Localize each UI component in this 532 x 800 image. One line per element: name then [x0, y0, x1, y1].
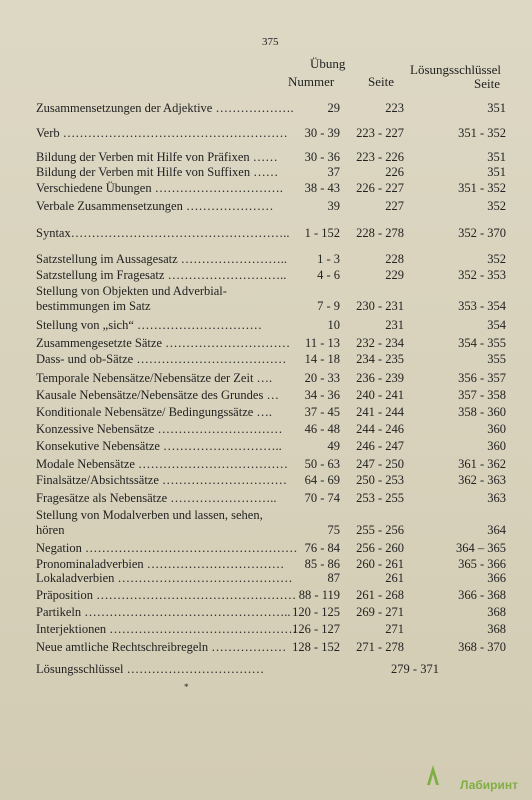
toc-seite: 271 - 278	[356, 640, 404, 654]
toc-loesung: 352	[487, 252, 506, 266]
toc-row	[0, 268, 532, 283]
toc-seite: 241 - 244	[356, 405, 404, 419]
toc-nummer: 4 - 6	[317, 268, 340, 282]
toc-nummer: 49	[327, 439, 340, 453]
header-nummer: Nummer	[288, 74, 335, 89]
toc-nummer: 87	[327, 571, 340, 585]
toc-loesung: 362 - 363	[458, 473, 506, 487]
toc-seite: 227	[385, 199, 404, 213]
toc-final-title: Lösungsschlüssel ……………………………	[36, 662, 265, 676]
toc-row	[0, 508, 532, 538]
toc-row	[0, 405, 532, 420]
toc-seite: 231	[385, 318, 404, 332]
toc-title: Negation ……………………………………………	[36, 541, 298, 555]
toc-seite: 256 - 260	[356, 541, 404, 555]
toc-seite: 255 - 256	[356, 523, 404, 537]
toc-nummer: 70 - 74	[304, 491, 340, 505]
toc-seite: 226	[385, 165, 404, 179]
toc-title: Modale Nebensätze ………………………………	[36, 457, 289, 471]
toc-row	[0, 473, 532, 488]
toc-row	[0, 605, 532, 620]
toc-title: Verb ………………………………………………	[36, 126, 288, 140]
toc-nummer: 11 - 13	[305, 336, 340, 350]
toc-title: Partikeln …………………………………………..	[36, 605, 291, 619]
toc-loesung: 360	[487, 422, 506, 436]
toc-seite: 244 - 246	[356, 422, 404, 436]
toc-title: Temporale Nebensätze/Nebensätze der Zeit ….	[36, 371, 273, 385]
toc-nummer: 30 - 39	[304, 126, 340, 140]
toc-title: Stellung von „sich“ …………………………	[36, 318, 263, 332]
toc-nummer: 20 - 33	[304, 371, 340, 385]
header-loes-seite: Seite	[474, 76, 500, 91]
toc-row	[0, 388, 532, 403]
toc-row	[0, 318, 532, 333]
toc-seite: 261	[385, 571, 404, 585]
toc-final-row	[0, 662, 532, 677]
toc-title: Verschiedene Übungen ………………………….	[36, 181, 283, 195]
toc-nummer: 50 - 63	[304, 457, 340, 471]
toc-nummer: 88 - 119	[298, 588, 340, 602]
toc-row	[0, 126, 532, 141]
toc-nummer: 1 - 3	[317, 252, 340, 266]
toc-loesung: 351	[487, 165, 506, 179]
toc-loesung: 351	[487, 101, 506, 115]
toc-title: Dass- und ob-Sätze ………………………………	[36, 352, 287, 366]
toc-nummer: 14 - 18	[304, 352, 340, 366]
toc-nummer: 38 - 43	[304, 181, 340, 195]
toc-seite: 223 - 227	[356, 126, 404, 140]
toc-title: Finalsätze/Absichtssätze …………………………	[36, 473, 288, 487]
toc-title: Präposition …………………………………………	[36, 588, 297, 602]
toc-seite: 247 - 250	[356, 457, 404, 471]
toc-row	[0, 199, 532, 214]
page-number: 375	[262, 36, 279, 48]
toc-nummer: 46 - 48	[304, 422, 340, 436]
toc-loesung: 363	[487, 491, 506, 505]
toc-title: Stellung von Objekten und Adverbial-bestimmungen im Satz	[36, 284, 227, 313]
toc-loesung: 356 - 357	[458, 371, 506, 385]
toc-seite: 240 - 241	[356, 388, 404, 402]
header-loesungsschluessel: Lösungsschlüssel	[410, 62, 501, 77]
toc-row	[0, 352, 532, 367]
toc-nummer: 120 - 125	[292, 605, 340, 619]
toc-loesung: 354 - 355	[458, 336, 506, 350]
toc-row	[0, 101, 532, 116]
toc-loesung: 352	[487, 199, 506, 213]
header-seite: Seite	[368, 74, 394, 89]
toc-seite: 226 - 227	[356, 181, 404, 195]
toc-title: Satzstellung im Aussagesatz ……………………..	[36, 252, 288, 266]
toc-row	[0, 181, 532, 196]
toc-row	[0, 371, 532, 386]
toc-seite: 232 - 234	[356, 336, 404, 350]
toc-loesung: 366 - 368	[458, 588, 506, 602]
toc-loesung: 354	[487, 318, 506, 332]
toc-seite: 246 - 247	[356, 439, 404, 453]
toc-row	[0, 284, 532, 314]
toc-loesung: 366	[487, 571, 506, 585]
toc-nummer: 128 - 152	[292, 640, 340, 654]
toc-loesung: 353 - 354	[458, 299, 506, 313]
toc-nummer: 64 - 69	[304, 473, 340, 487]
toc-seite: 228 - 278	[356, 226, 404, 240]
toc-final-seite: 279 - 371	[391, 662, 439, 676]
toc-loesung: 355	[487, 352, 506, 366]
toc-seite: 230 - 231	[356, 299, 404, 313]
toc-row	[0, 439, 532, 454]
toc-loesung: 351 - 352	[458, 181, 506, 195]
toc-seite: 271	[385, 622, 404, 636]
toc-seite: 223	[385, 101, 404, 115]
toc-loesung: 351	[487, 150, 506, 164]
toc-loesung: 365 - 366	[458, 557, 506, 571]
toc-loesung: 368	[487, 622, 506, 636]
toc-seite: 234 - 235	[356, 352, 404, 366]
toc-title: Bildung der Verben mit Hilfe von Suffixen ……	[36, 165, 279, 179]
toc-loesung: 364	[487, 523, 506, 537]
header-uebung: Übung	[310, 56, 346, 71]
toc-loesung: 361 - 362	[458, 457, 506, 471]
toc-title: Lokaladverbien ……………………………………	[36, 571, 293, 585]
toc-loesung: 368	[487, 605, 506, 619]
toc-row	[0, 588, 532, 603]
toc-row	[0, 571, 532, 586]
asterisk: *	[184, 682, 189, 692]
toc-title: Syntax……………………………………………..	[36, 226, 290, 240]
toc-row	[0, 622, 532, 637]
toc-seite: 261 - 268	[356, 588, 404, 602]
toc-nummer: 10	[327, 318, 340, 332]
toc-seite: 236 - 239	[356, 371, 404, 385]
toc-title: Interjektionen ………………………………………	[36, 622, 297, 636]
toc-title: Kausale Nebensätze/Nebensätze des Grundes …	[36, 388, 279, 402]
toc-row	[0, 150, 532, 165]
toc-nummer: 39	[327, 199, 340, 213]
toc-nummer: 34 - 36	[304, 388, 340, 402]
toc-title: Neue amtliche Rechtschreibregeln ………………	[36, 640, 287, 654]
toc-title: Stellung von Modalverben und lassen, sehen, hören	[36, 508, 263, 537]
toc-nummer: 1 - 152	[304, 226, 340, 240]
toc-title: Fragesätze als Nebensätze ……………………..	[36, 491, 277, 505]
toc-title: Zusammengesetzte Sätze …………………………	[36, 336, 291, 350]
labyrinth-logo-icon	[424, 764, 442, 786]
toc-loesung: 352 - 370	[458, 226, 506, 240]
toc-title: Pronominaladverbien ……………………………	[36, 557, 285, 571]
toc-title: Bildung der Verben mit Hilfe von Präfixen ……	[36, 150, 278, 164]
toc-row	[0, 557, 532, 572]
toc-nummer: 126 - 127	[292, 622, 340, 636]
toc-seite: 223 - 226	[356, 150, 404, 164]
toc-title: Zusammensetzungen der Adjektive ……………….	[36, 101, 294, 115]
toc-loesung: 358 - 360	[458, 405, 506, 419]
toc-nummer: 37 - 45	[304, 405, 340, 419]
toc-seite: 253 - 255	[356, 491, 404, 505]
toc-title: Satzstellung im Fragesatz ………………………..	[36, 268, 287, 282]
toc-nummer: 29	[327, 101, 340, 115]
toc-loesung: 352 - 353	[458, 268, 506, 282]
toc-seite: 229	[385, 268, 404, 282]
toc-seite: 228	[385, 252, 404, 266]
toc-row	[0, 541, 532, 556]
toc-title: Konzessive Nebensätze …………………………	[36, 422, 283, 436]
toc-title: Konditionale Nebensätze/ Bedingungssätze ….	[36, 405, 273, 419]
toc-nummer: 30 - 36	[304, 150, 340, 164]
watermark-logo-text: Лабиринт	[459, 778, 518, 792]
toc-nummer: 85 - 86	[304, 557, 340, 571]
toc-row	[0, 336, 532, 351]
toc-loesung: 364 – 365	[456, 541, 506, 555]
toc-nummer: 37	[327, 165, 340, 179]
toc-loesung: 368 - 370	[458, 640, 506, 654]
toc-row	[0, 226, 532, 241]
toc-loesung: 357 - 358	[458, 388, 506, 402]
toc-title: Konsekutive Nebensätze ………………………..	[36, 439, 282, 453]
toc-row	[0, 422, 532, 437]
toc-row	[0, 165, 532, 180]
toc-nummer: 75	[327, 523, 340, 537]
toc-nummer: 76 - 84	[304, 541, 340, 555]
toc-nummer: 7 - 9	[317, 299, 340, 313]
toc-seite: 269 - 271	[356, 605, 404, 619]
toc-seite: 260 - 261	[356, 557, 404, 571]
toc-seite: 250 - 253	[356, 473, 404, 487]
toc-row	[0, 491, 532, 506]
toc-title: Verbale Zusammensetzungen …………………	[36, 199, 274, 213]
toc-row	[0, 252, 532, 267]
toc-row	[0, 457, 532, 472]
toc-loesung: 351 - 352	[458, 126, 506, 140]
toc-loesung: 360	[487, 439, 506, 453]
toc-row	[0, 640, 532, 655]
